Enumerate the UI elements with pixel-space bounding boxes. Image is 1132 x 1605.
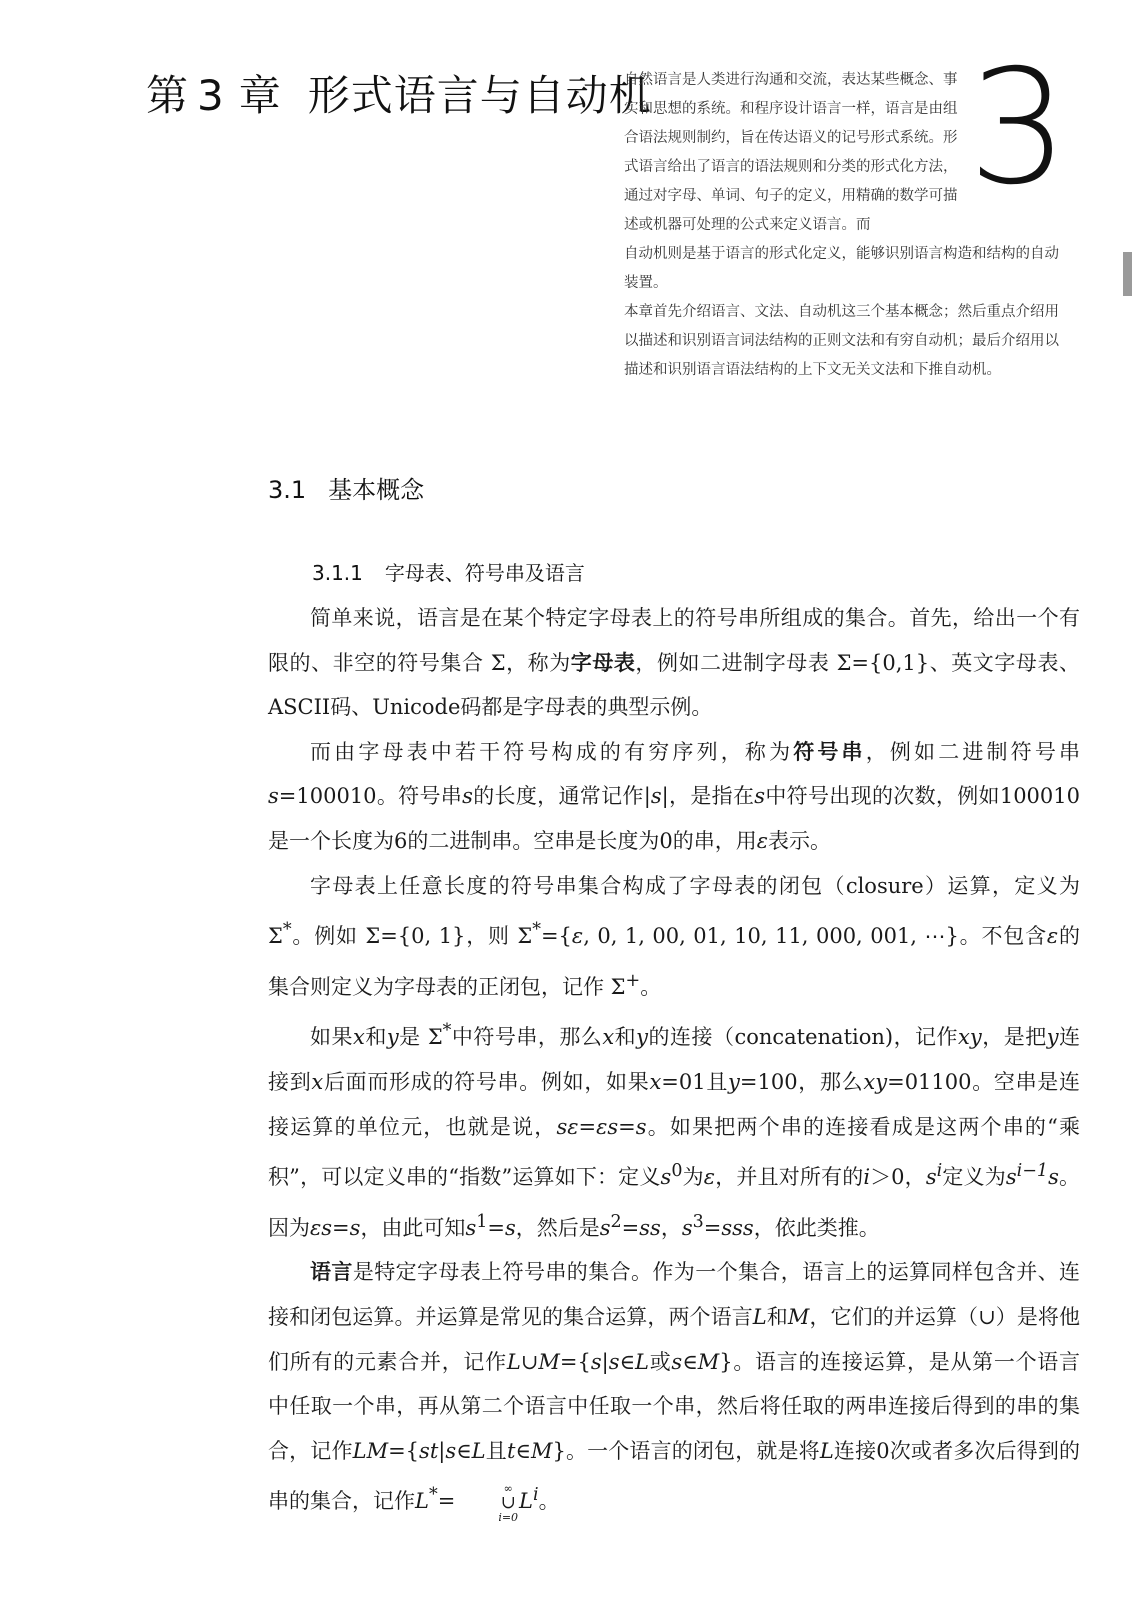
paragraph-language: 语言是特定字母表上符号串的集合。作为一个集合，语言上的运算同样包含并、连接和闭包运算。并运算是常见的集合运算，两个语言L和M，它们的并运算（∪）是将他们所有的元素合并，记作L∪M={s|s∈L或s∈M}。语言的连接运算，是从第一个语言中任取一个串，再从第二个语言中任取一个串，然后将任取的两串连接后得到的串的集合，记作LM={st|s∈L且t∈M}。一个语言的闭包，就是将L连接0次或者多次后得到的串的集合，记作L*= ∞ ∪ i=0 $L^i$。 [268,1260,1081,1524]
intro-p1-wide: 自动机则是基于语言的形式化定义，能够识别语言构造和结构的自动装置。 [624,246,1059,291]
intro-paragraph-1 [624,66,1072,298]
intro-p1-narrow: 自然语言是人类进行沟通和交流，表达某些概念、事实和思想的系统。和程序设计语言一样，语言是由组合语法规则制约，旨在传达语义的记号形式系统。形式语言给出了语言的语法规则和分类的形式化方法，通过对字母、单词、句子的定义，用精确的数学可描述或机器可处理的公式来定义语言。而 [624,72,958,233]
subsection-title: 字母表、符号串及语言 [384,561,585,585]
intro-paragraph-2: 本章首先介绍语言、文法、自动机这三个基本概念；然后重点介绍用以描述和识别语言词法结构的正则文法和有穷自动机；最后介绍用以描述和识别语言语法结构的上下文无关文法和下推自动机。 [624,304,1059,378]
paragraph-string: 而由字母表中若干符号构成的有穷序列，称为符号串，例如二进制符号串s=100010。符号串s的长度，通常记作|s|，是指在s中符号出现的次数，例如100010是一个长度为6的二进制串。空串是长度为0的串，用ε表示。 [268,739,1081,853]
section-title: 基本概念 [328,476,425,504]
keyword-language: 语言 [310,1260,353,1285]
chapter-suffix: 章 [238,71,282,120]
keyword-string: 符号串 [793,739,866,764]
section-heading [268,470,424,505]
body-text [268,596,1080,1524]
subsection-number: 3.1.1 [312,561,363,585]
chapter-title [146,68,652,124]
chapter-big-number: 3 [968,36,1069,220]
chapter-number: 3 [197,71,225,120]
union-operator: ∞ ∪ i=0 [498,1481,519,1524]
chapter-prefix: 第 [146,71,190,120]
paragraph-alphabet: 简单来说，语言是在某个特定字母表上的符号串所组成的集合。首先，给出一个有限的、非空的符号集合 Σ，称为字母表，例如二进制字母表 Σ={0,1}、英文字母表、ASCII码、Unicode码都是字母表的典型示例。 [268,606,1080,720]
subsection-heading [312,557,585,586]
paragraph-concatenation: 如果x和y是 Σ*中符号串，那么x和y的连接（concatenation)，记作xy，是把y连接到x后面而形成的符号串。例如，如果x=01且y=100，那么xy=01100。空串是连接运算的单位元，也就是说，sε=εs=s。如果把两个串的连接看成是这两个串的“乘积”，可以定义串的“指数”运算如下：定义$s^0$为ε，并且对所有的i＞0，$s^i$定义为$s^{i-1}s$。因为εs=s，由此可知$s^1=s$，然后是$s^2=ss$，$s^3=sss$，依此类推。 [268,1021,1081,1240]
page-edge-marker [1123,252,1132,296]
paragraph-closure: 字母表上任意长度的符号串集合构成了字母表的闭包（closure）运算，定义为Σ*。例如 Σ={0, 1}，则 Σ*={ε, 0, 1, 00, 01, 10, 11, 000, 001, ⋯}。不包含ε的集合则定义为字母表的正闭包，记作 Σ+。 [268,873,1081,999]
section-number: 3.1 [268,476,307,504]
chapter-name: 形式语言与自动机 [307,71,652,120]
chapter-intro [624,66,1072,385]
keyword-alphabet: 字母表 [570,650,636,675]
